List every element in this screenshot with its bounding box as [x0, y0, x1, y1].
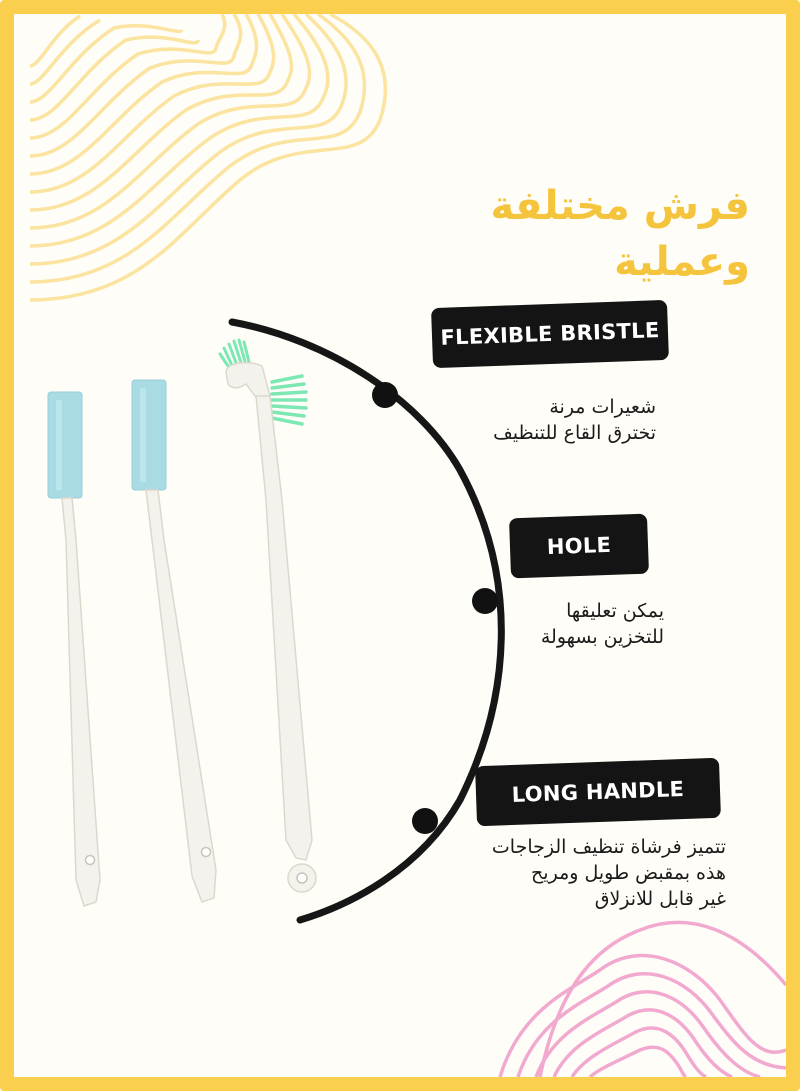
- feature-badge-long-handle: LONG HANDLE: [475, 758, 721, 826]
- desc-line: هذه بمقبض طويل ومريح: [531, 862, 726, 884]
- feature-desc-flexible-bristle: [430, 394, 656, 446]
- bristle-brush: [220, 340, 316, 892]
- marker-dot-1: [372, 382, 398, 408]
- desc-line: غير قابل للانزلاق: [594, 888, 726, 910]
- marker-dot-3: [412, 808, 438, 834]
- desc-line: تتميز فرشاة تنظيف الزجاجات: [491, 836, 726, 858]
- sponge-brush-2: [132, 380, 216, 902]
- feature-badge-hole: HOLE: [509, 514, 649, 579]
- desc-line: يمكن تعليقها: [566, 600, 664, 622]
- sponge-brush-1: [48, 392, 100, 906]
- feature-desc-hole: [500, 598, 664, 650]
- feature-badge-flexible-bristle: FLEXIBLE BRISTLE: [431, 300, 669, 368]
- marker-dot-2: [472, 588, 498, 614]
- desc-line: تخترق القاع للتنظيف: [493, 422, 656, 444]
- desc-line: شعيرات مرنة: [549, 396, 656, 418]
- desc-line: للتخزين بسهولة: [540, 626, 664, 648]
- feature-desc-long-handle: [440, 834, 726, 912]
- page-title: فرش مختلفة وعملية: [490, 183, 750, 285]
